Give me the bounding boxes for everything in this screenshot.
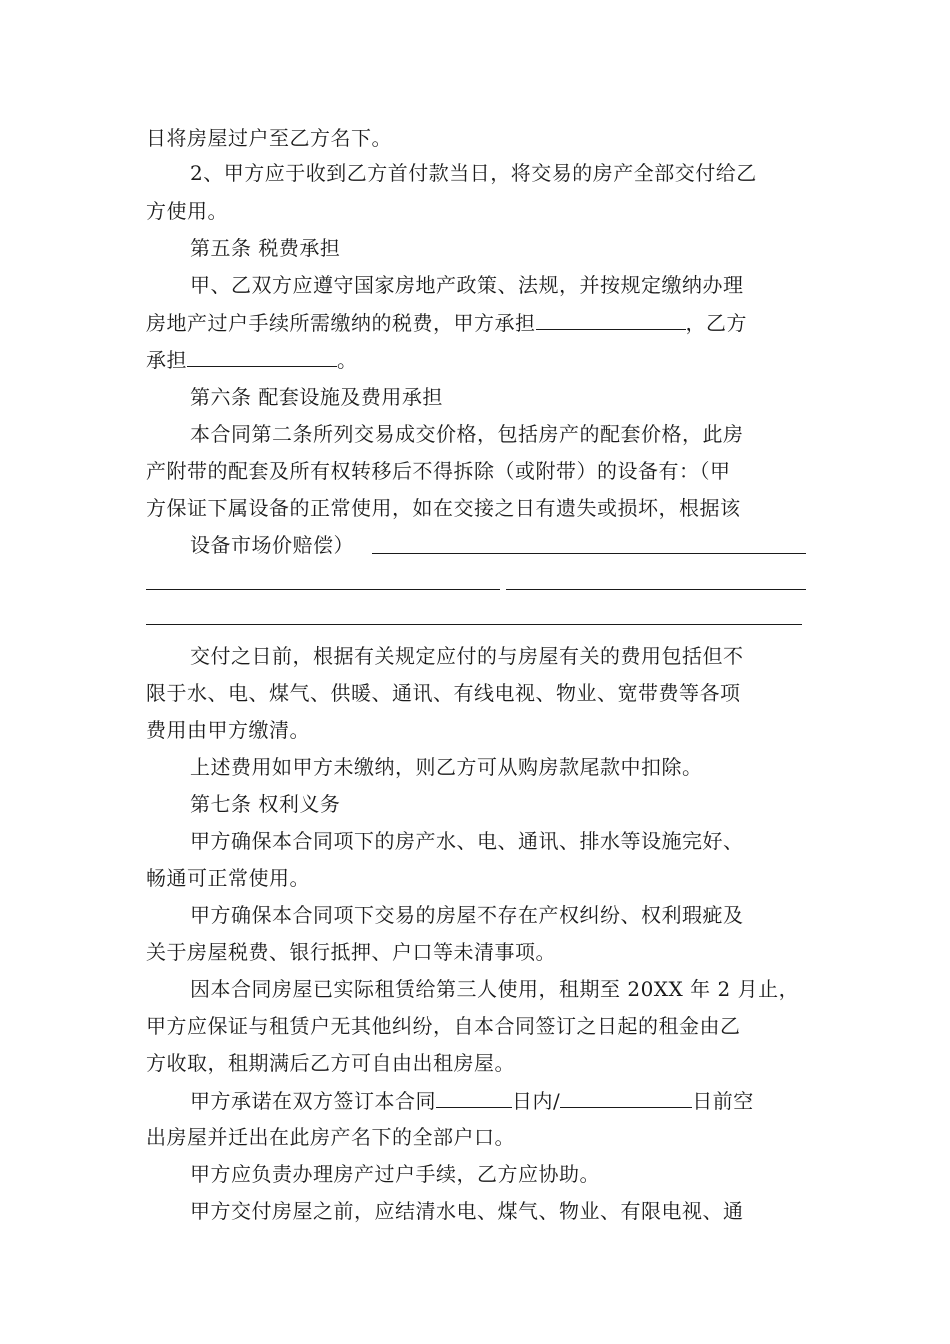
text-segment: 甲方承诺在双方签订本合同 (190, 1089, 436, 1113)
text-line: 关于房屋税费、银行抵押、户口等未清事项。 (146, 940, 556, 964)
fill-in-blank[interactable] (436, 1085, 512, 1108)
text-line: 产附带的配套及所有权转移后不得拆除（或附带）的设备有：（甲 (146, 459, 731, 483)
text-line: 方使用。 (146, 199, 228, 223)
section-heading: 第六条 配套设施及费用承担 (190, 385, 443, 409)
text-segment: ，乙方 (685, 311, 747, 335)
text-segment: 日内/ (512, 1089, 561, 1113)
text-line: 因本合同房屋已实际租赁给第三人使用，租期至 20XX 年 2 月止， (190, 977, 800, 1001)
text-line: 方收取，租期满后乙方可自由出租房屋。 (146, 1051, 515, 1075)
text-line: 费用由甲方缴清。 (146, 718, 310, 742)
fill-in-blank[interactable] (536, 307, 686, 330)
text-line: 日将房屋过户至乙方名下。 (146, 126, 392, 150)
text-line: 甲方应保证与租赁户无其他纠纷，自本合同签订之日起的租金由乙 (146, 1014, 741, 1038)
text-line: 交付之日前，根据有关规定应付的与房屋有关的费用包括但不 (190, 644, 744, 668)
text-line-with-blank (146, 344, 358, 375)
text-line: 方保证下属设备的正常使用，如在交接之日有遗失或损坏，根据该 (146, 496, 741, 520)
fill-in-blank[interactable] (187, 344, 337, 367)
text-line: 2、甲方应于收到乙方首付款当日，将交易的房产全部交付给乙 (190, 161, 757, 185)
text-line: 出房屋并迁出在此房产名下的全部户口。 (146, 1125, 515, 1149)
fill-in-line[interactable] (506, 589, 806, 590)
section-heading: 第七条 权利义务 (190, 792, 341, 816)
text-line: 本合同第二条所列交易成交价格，包括房产的配套价格，此房 (190, 422, 744, 446)
section-heading: 第五条 税费承担 (190, 236, 341, 260)
fill-in-line[interactable] (146, 624, 802, 625)
text-segment: 房地产过户手续所需缴纳的税费，甲方承担 (146, 311, 536, 335)
fill-in-blank[interactable] (560, 1085, 692, 1108)
text-line: 甲方确保本合同项下的房产水、电、通讯、排水等设施完好、 (190, 829, 744, 853)
text-line: 甲方应负责办理房产过户手续，乙方应协助。 (190, 1162, 600, 1186)
text-line: 设备市场价赔偿） (190, 533, 354, 557)
text-line-with-blank (146, 307, 747, 338)
text-segment: 日前空 (692, 1089, 754, 1113)
fill-in-line[interactable] (146, 589, 500, 590)
text-line: 限于水、电、煤气、供暖、通讯、有线电视、物业、宽带费等各项 (146, 681, 741, 705)
text-line: 畅通可正常使用。 (146, 866, 310, 890)
text-line-with-blank (190, 1085, 754, 1116)
text-line: 甲方确保本合同项下交易的房屋不存在产权纠纷、权利瑕疵及 (190, 903, 744, 927)
fill-in-line[interactable] (372, 553, 806, 554)
text-segment: 承担 (146, 348, 187, 372)
text-line: 甲方交付房屋之前，应结清水电、煤气、物业、有限电视、通 (190, 1199, 744, 1223)
text-segment: 。 (337, 348, 358, 372)
text-line: 甲、乙双方应遵守国家房地产政策、法规，并按规定缴纳办理 (190, 273, 744, 297)
text-line: 上述费用如甲方未缴纳，则乙方可从购房款尾款中扣除。 (190, 755, 703, 779)
